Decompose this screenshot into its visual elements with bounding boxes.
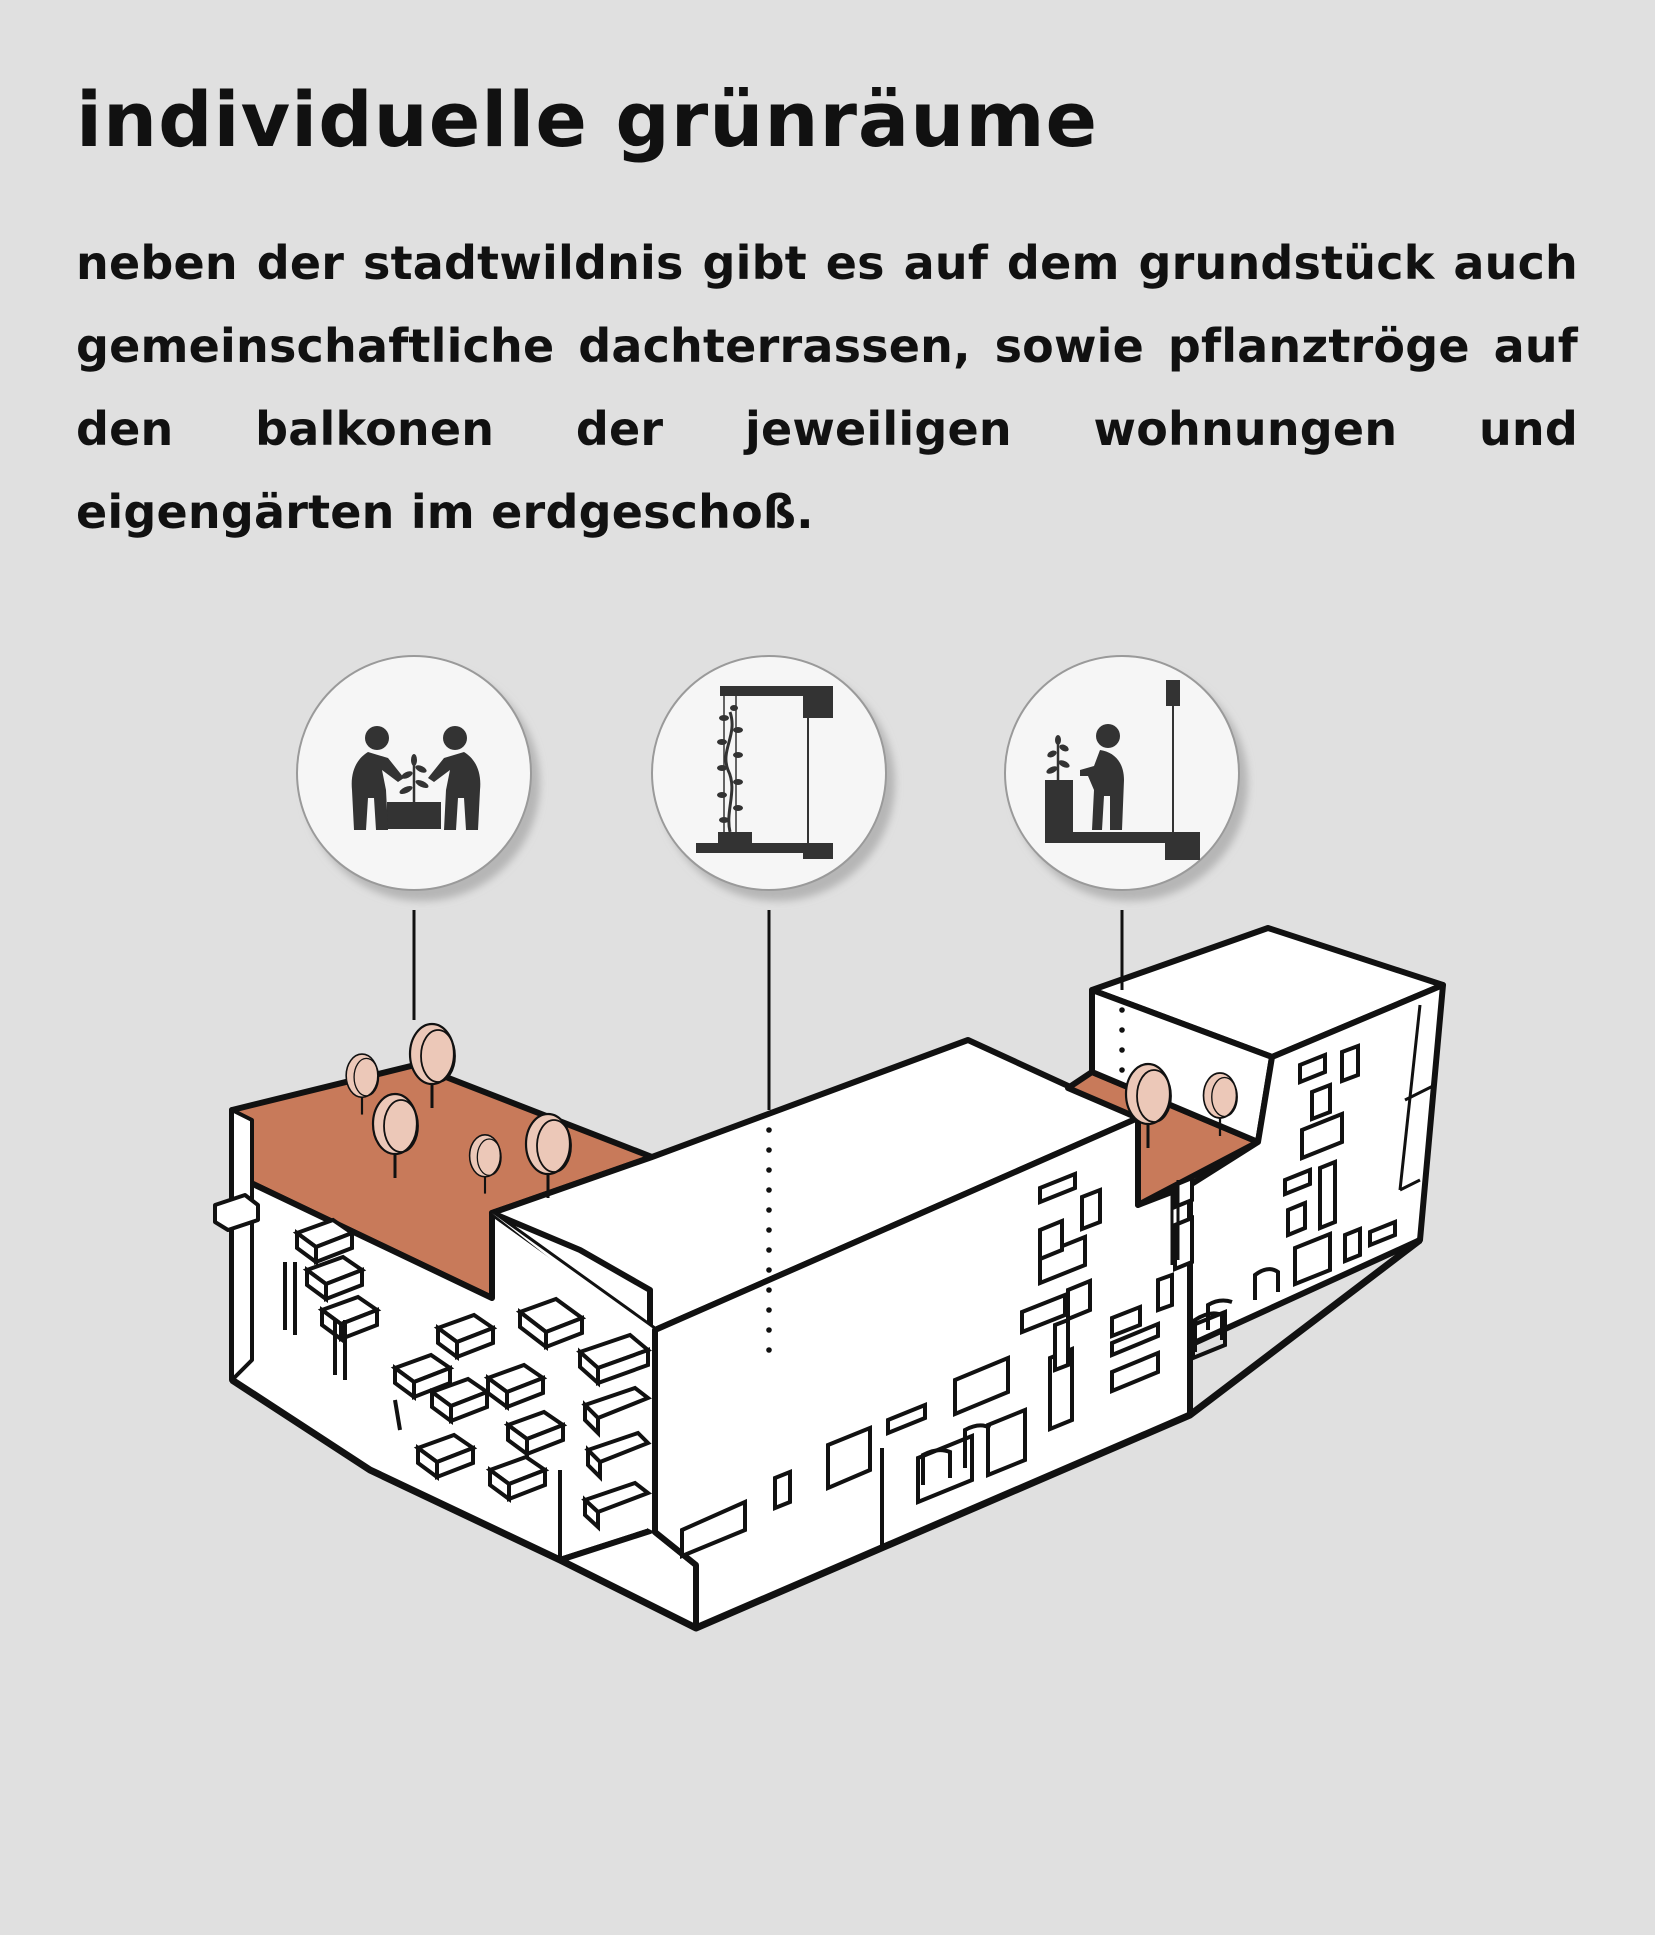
description-paragraph: neben der stadtwildnis gibt es auf dem grundstück auch gemeinschaftliche dachterrassen, sowie pflanztröge auf den balkonen der jeweiligen wohnungen und eigengärten im erdgeschoß. bbox=[76, 236, 1578, 539]
balcony-planter-icon bbox=[1005, 656, 1239, 890]
community-gardening-icon bbox=[297, 656, 531, 890]
climbing-plant-facade-icon bbox=[652, 656, 886, 890]
page-title: individuelle grünräume bbox=[76, 75, 1099, 164]
building bbox=[215, 928, 1443, 1628]
west-wing-side-face bbox=[232, 1110, 252, 1380]
